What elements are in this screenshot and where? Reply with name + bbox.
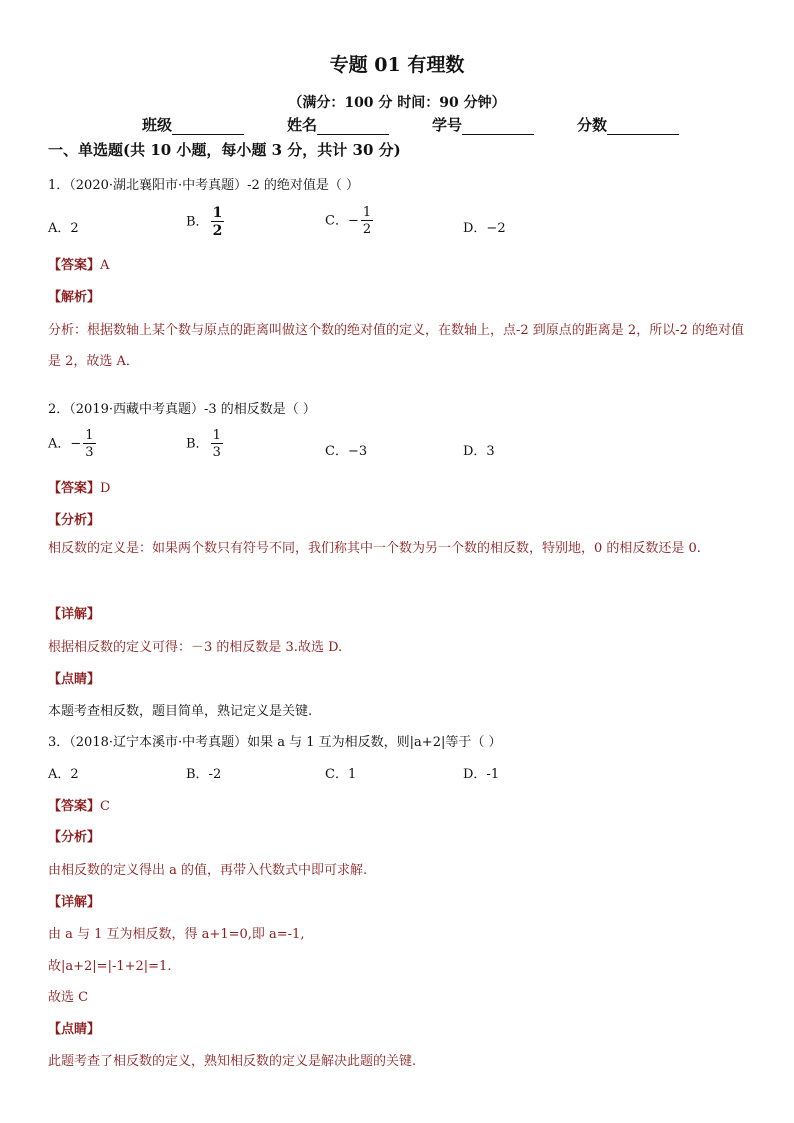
q1-option-d: D．−2: [463, 221, 506, 236]
student-id-field[interactable]: 学号: [432, 114, 534, 135]
q2-answer: 【答案】D: [48, 481, 111, 496]
section-heading: 一、单选题(共 10 小题，每小题 3 分，共计 30 分): [48, 141, 401, 159]
q2-option-b-fraction: $\frac{1}{3}$: [212, 428, 221, 460]
q2-detail-label: 【详解】: [48, 607, 101, 622]
q3-detail-line: 由 a 与 1 互为相反数，得 a+1=0,即 a=-1,: [48, 927, 305, 942]
q2-option-a: A．− $\frac{1}{3}$: [48, 428, 94, 460]
q3-analysis-text: 由相反数的定义得出 a 的值，再带入代数式中即可求解.: [48, 863, 368, 878]
q2-analysis-text: 相反数的定义是：如果两个数只有符号不同，我们称其中一个数为另一个数的相反数，特别地，0 的相反数还是 0.: [48, 541, 701, 556]
class-field[interactable]: 班级: [142, 114, 244, 135]
question-1-stem: 1．（2020·湖北襄阳市·中考真题）-2 的绝对值是（ ）: [48, 178, 360, 193]
q2-option-d: D．3: [463, 444, 495, 459]
q2-detail-text: 根据相反数的定义可得：－3 的相反数是 3.故选 D.: [48, 640, 343, 655]
q1-option-b: B． $\frac{1}{2}$: [186, 205, 223, 239]
q3-option-c: C．1: [325, 767, 357, 782]
student-info-line: [0, 114, 794, 136]
q3-answer: 【答案】C: [48, 799, 110, 814]
score-field[interactable]: 分数: [577, 114, 679, 135]
q2-option-c: C．−3: [325, 444, 368, 459]
q3-comment-label: 【点睛】: [48, 1022, 101, 1037]
q3-option-a: A．2: [48, 767, 79, 782]
q2-option-a-fraction: $\frac{1}{3}$: [85, 428, 94, 460]
q1-option-a: A．2: [48, 221, 79, 236]
q3-detail-line: 故|a+2|=|-1+2|=1.: [48, 959, 172, 974]
q3-comment-text: 此题考查了相反数的定义，熟知相反数的定义是解决此题的关键.: [48, 1054, 417, 1069]
q1-option-c-fraction: $\frac{1}{2}$: [362, 205, 372, 237]
question-3-stem: 3．（2018·辽宁本溪市·中考真题）如果 a 与 1 互为相反数，则|a+2|等于（ ）: [48, 735, 502, 750]
q1-option-c: C．− $\frac{1}{2}$: [325, 205, 372, 237]
q2-analysis-label: 【分析】: [48, 513, 101, 528]
q1-analysis-label: 【解析】: [48, 290, 101, 305]
q2-comment-text: 本题考查相反数，题目简单，熟记定义是关键.: [48, 704, 313, 719]
q3-option-d: D．-1: [463, 767, 500, 782]
q2-option-b: B． $\frac{1}{3}$: [186, 428, 221, 460]
q3-detail-line: 故选 C: [48, 990, 89, 1005]
q3-analysis-label: 【分析】: [48, 830, 101, 845]
question-2-stem: 2．（2019·西藏中考真题）-3 的相反数是（ ）: [48, 402, 316, 417]
q3-option-b: B．-2: [186, 767, 222, 782]
q1-option-b-fraction: $\frac{1}{2}$: [212, 205, 223, 239]
q1-analysis-text: 分析：根据数轴上某个数与原点的距离叫做这个数的绝对值的定义，在数轴上，点-2 到原点的距离是 2，所以-2 的绝对值是 2，故选 A．: [48, 323, 744, 369]
q3-detail-label: 【详解】: [48, 895, 101, 910]
page-title: 专题 01 有理数: [329, 54, 465, 76]
name-field[interactable]: 姓名: [287, 114, 389, 135]
exam-info: （满分：100 分 时间：90 分钟）: [288, 95, 506, 111]
q2-comment-label: 【点睛】: [48, 672, 101, 687]
q1-answer: 【答案】A: [48, 258, 110, 273]
